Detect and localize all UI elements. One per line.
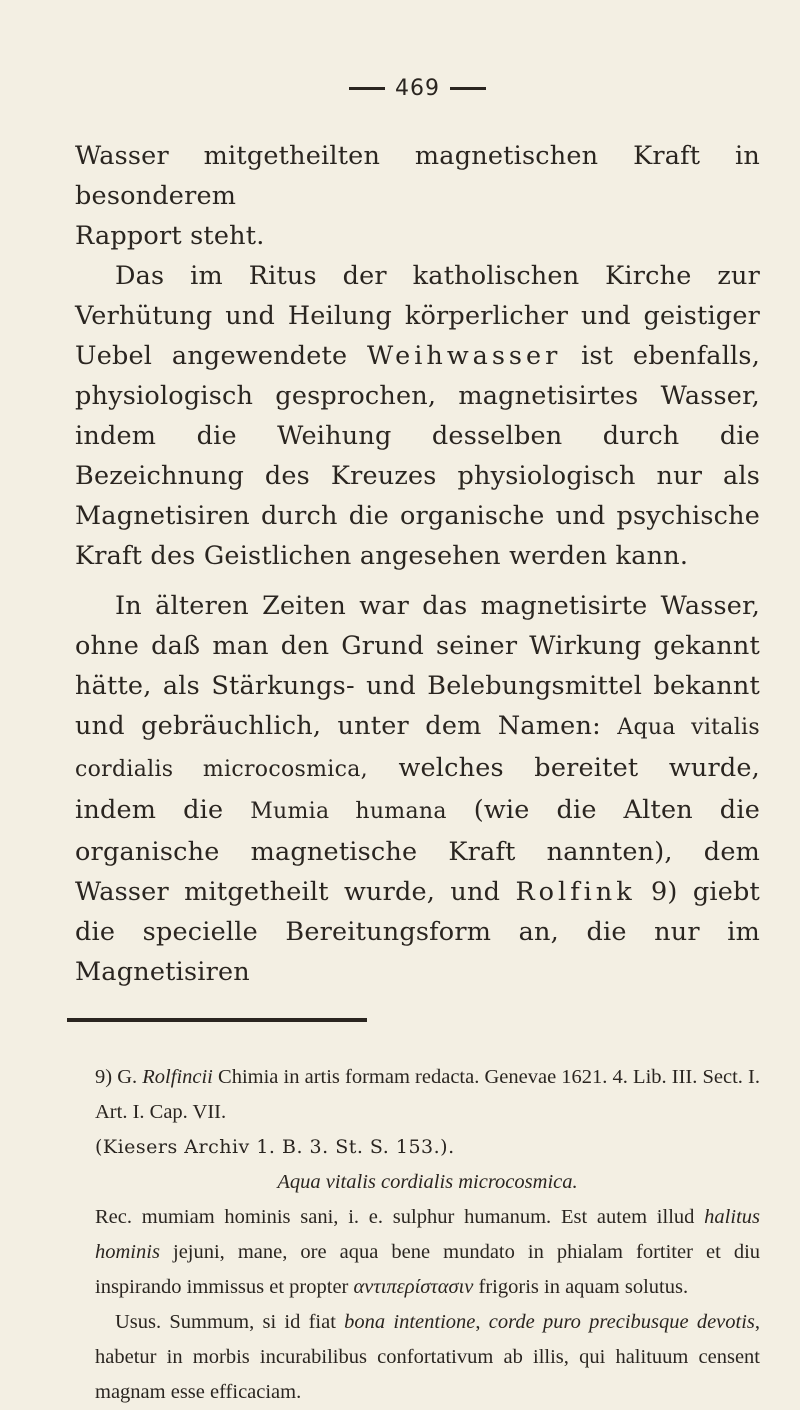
greek-term: αντιπερίστασιν [353, 1276, 474, 1298]
paragraph-2: Das im Ritus der katholischen Kirche zur Verhütung und Heilung körperlicher und geistiger Uebel angewendete Weihwasser ist ebenfalls, physiologisch gesprochen, magnetisirtes Wasser, indem die Weihung desselben durch die Bezeichnung des Kreuzes physiologisch nur als Magnetisiren durch die organische und psychische Kraft des Geistlichen angesehen werden kann. [75, 261, 760, 571]
footnote-title: Aqua vitalis cordialis microcosmica. [277, 1171, 578, 1193]
latin-term-aqua-vitalis: Aqua vitalis cordialis microcosmica, [75, 715, 760, 782]
footnote-author: Rolfincii [142, 1066, 213, 1088]
page-number: 469 [395, 75, 440, 101]
spaced-word-weihwasser: Weihwasser [367, 341, 562, 371]
page-header [75, 0, 760, 118]
paragraph-1: Wasser mitgetheilten magnetischen Kraft in besonderem Rapport steht. [75, 141, 760, 251]
footnote-citation: 9) G. Rolfincii Chimia in artis formam redacta. Genevae 1621. 4. Lib. III. Sect. I. Art. I. Cap. VII. (Kiesers Archiv 1. B. 3. St. S. 153.). [95, 1066, 761, 1158]
footnote-archive-reference: (Kiesers Archiv 1. B. 3. St. S. 153.). [95, 1136, 455, 1158]
paragraph-3: In älteren Zeiten war das magnetisirte Wasser, ohne daß man den Grund seiner Wirkung gekannt hätte, als Stärkungs- und Belebungsmittel bekannt und gebräuchlich, unter dem Namen: Aqua vitalis cordialis microcosmica, welches bereitet wurde, indem die Mumia humana (wie die Alten die organische magnetische Kraft nannten), dem Wasser mitgetheilt wurde, und Rolfink 9) giebt die specielle Bereitungsform an, die nur im Magnetisiren [75, 591, 760, 987]
spaced-word-rolfink: Rolfink [515, 877, 636, 907]
footnote-recipe: Rec. mumiam hominis sani, i. e. sulphur humanum. Est autem illud halitus hominis jejuni, mane, ore aqua bene mundato in phialam fortiter et diu inspirando immissus et propter αντιπερίστασιν frigoris in aquam solutus. [95, 1206, 761, 1298]
footnote-reference: 9) [650, 877, 678, 907]
main-text [75, 136, 760, 992]
footnote-usus: Usus. Summum, si id fiat bona intentione, corde puro precibusque devotis, habetur in morbis incurabilibus confortativum ab illis, qui halituum censent magnam esse efficaciam. [95, 1311, 761, 1403]
footnote [75, 1060, 760, 1410]
header-dash-left [349, 87, 385, 90]
header-dash-right [450, 87, 486, 90]
latin-term-mumia: Mumia humana [250, 799, 447, 824]
footnote-separator [67, 1018, 367, 1022]
